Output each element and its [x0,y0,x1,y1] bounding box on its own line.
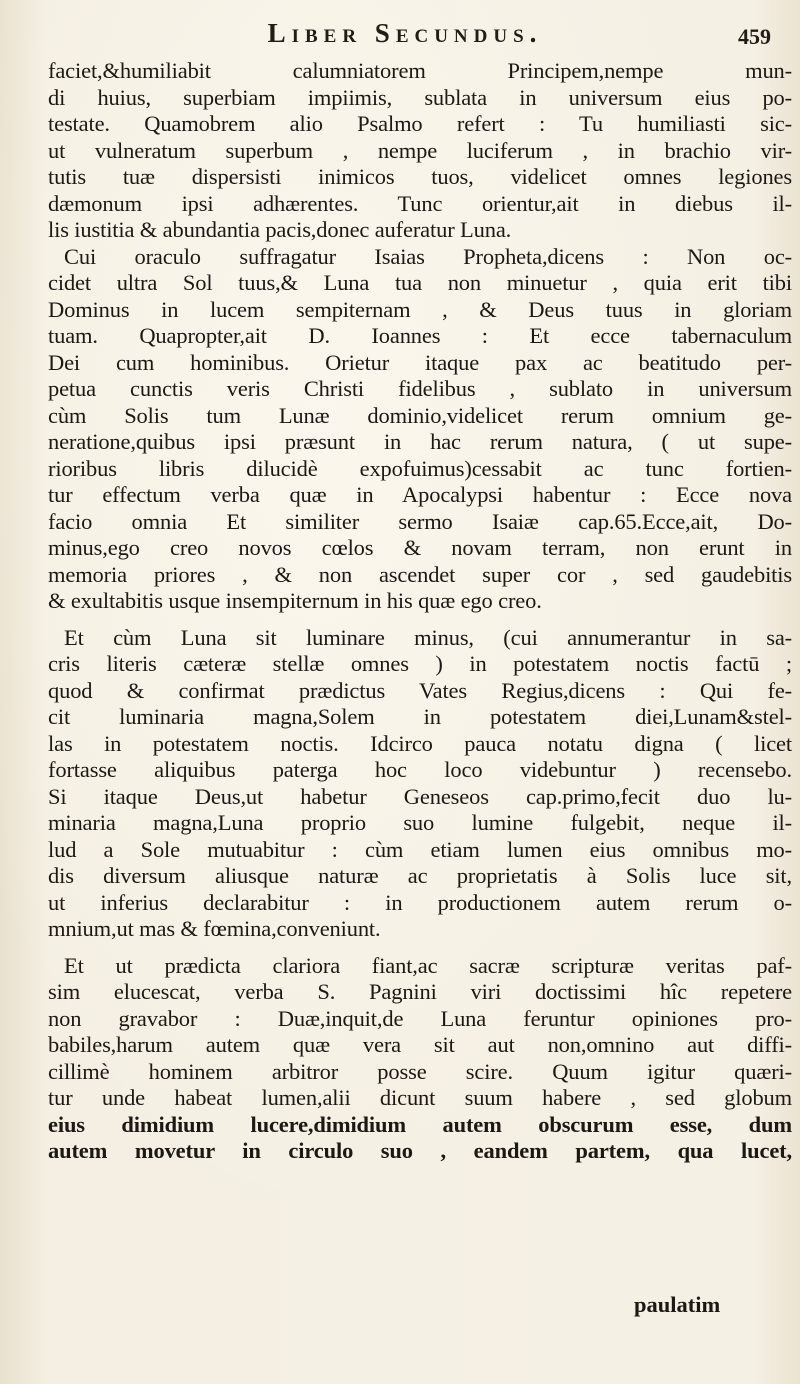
text-line: eius dimidium lucere,dimidium autem obscurum esse, dum [48,1111,792,1137]
text-line: tutis tuæ dispersisti inimicos tuos, videlicet omnes legiones [48,164,792,189]
text-line: lud a Sole mutuabitur : cùm etiam lumen eius omnibus mo- [48,836,792,862]
text-line: & exultabitis usque insempiternum in his quæ ego creo. [48,588,542,613]
text-line: tur unde habeat lumen,alii dicunt suum habere , sed globum [48,1085,792,1110]
text-line: cit luminaria magna,Solem in potestatem diei,Lunam&stel- [48,704,792,729]
paragraph-spacer [48,615,792,625]
text-line: di huius, superbiam impiimis, sublata in universum eius po- [48,84,792,110]
text-line: neratione,quibus ipsi præsunt in hac rerum natura, ( ut supe- [48,429,792,454]
text-line: Dei cum hominibus. Orietur itaque pax ac beatitudo per- [48,349,792,375]
text-line: cidet ultra Sol tuus,& Luna tua non minuetur , quia erit tibi [48,270,792,295]
text-line: dis diversum aliusque naturæ ac proprietatis à Solis luce sit, [48,863,792,888]
text-line: lis iustitia & abundantia pacis,donec auferatur Luna. [48,217,512,242]
text-line: fortasse aliquibus paterga hoc loco videbuntur ) recensebo. [48,757,792,782]
text-line: mnium,ut mas & fœmina,conveniunt. [48,916,381,941]
text-line: autem movetur in circulo suo , eandem partem, qua lucet, [48,1138,792,1163]
page-number: 459 [738,24,771,49]
paragraph-4 [48,953,792,1165]
text-line: cillimè hominem arbitror posse scire. Quum igitur quæri- [48,1058,792,1084]
text-line: Si itaque Deus,ut habetur Geneseos cap.primo,fecit duo lu- [48,783,792,809]
text-line: ut inferius declarabitur : in productionem autem rerum o- [48,889,792,915]
text-line: las in potestatem noctis. Idcirco pauca notatu digna ( licet [48,730,792,756]
catchword: paulatim [634,1292,721,1317]
paragraph-3 [48,625,792,943]
running-head-title: Liber Secundus. [267,18,543,48]
text-line: tur effectum verba quæ in Apocalypsi habentur : Ecce nova [48,482,792,507]
text-line: minus,ego creo novos cœlos & novam terram, non erunt in [48,535,792,560]
text-line: facio omnia Et similiter sermo Isaiæ cap.65.Ecce,ait, Do- [48,508,792,534]
text-line: faciet,&humiliabit calumniatorem Principem,nempe mun- [48,58,792,83]
text-line: sim elucescat, verba S. Pagnini viri doctissimi hîc repetere [48,979,792,1004]
text-line: cùm Solis tum Lunæ dominio,videlicet rerum omnium ge- [48,402,792,428]
text-line: testate. Quamobrem alio Psalmo refert : Tu humiliasti sic- [48,111,792,136]
text-line: ut vulneratum superbum , nempe luciferum , in brachio vir- [48,137,792,163]
paragraph-2 [48,244,792,615]
text-line: petua cunctis veris Christi fidelibus , sublato in universum [48,376,792,401]
text-line: tuam. Quapropter,ait D. Ioannes : Et ecce tabernaculum [48,323,792,348]
text-line: babiles,harum autem quæ vera sit aut non,omnino aut diffi- [48,1032,792,1057]
running-head [0,18,800,52]
text-line: Cui oraculo suffragatur Isaias Propheta,dicens : Non oc- [64,243,792,269]
text-line: cris literis cæteræ stellæ omnes ) in potestatem noctis factū ; [48,651,792,676]
paragraph-spacer [48,943,792,953]
text-line: Et cùm Luna sit luminare minus, (cui annumerantur in sa- [64,624,792,650]
body-text [48,58,792,1165]
text-line: non gravabor : Duæ,inquit,de Luna feruntur opiniones pro- [48,1005,792,1031]
paragraph-1 [48,58,792,244]
text-line: Dominus in lucem sempiternam , & Deus tuus in gloriam [48,296,792,322]
text-line: memoria priores , & non ascendet super cor , sed gaudebitis [48,561,792,587]
text-line: minaria magna,Luna proprio suo lumine fulgebit, neque il- [48,810,792,835]
text-line: rioribus libris dilucidè expofuimus)cessabit ac tunc fortien- [48,455,792,481]
text-line: dæmonum ipsi adhærentes. Tunc orientur,ait in diebus il- [48,190,792,216]
text-line: quod & confirmat prædictus Vates Regius,dicens : Qui fe- [48,677,792,703]
text-line: Et ut prædicta clariora fiant,ac sacræ scripturæ veritas paf- [64,952,792,978]
